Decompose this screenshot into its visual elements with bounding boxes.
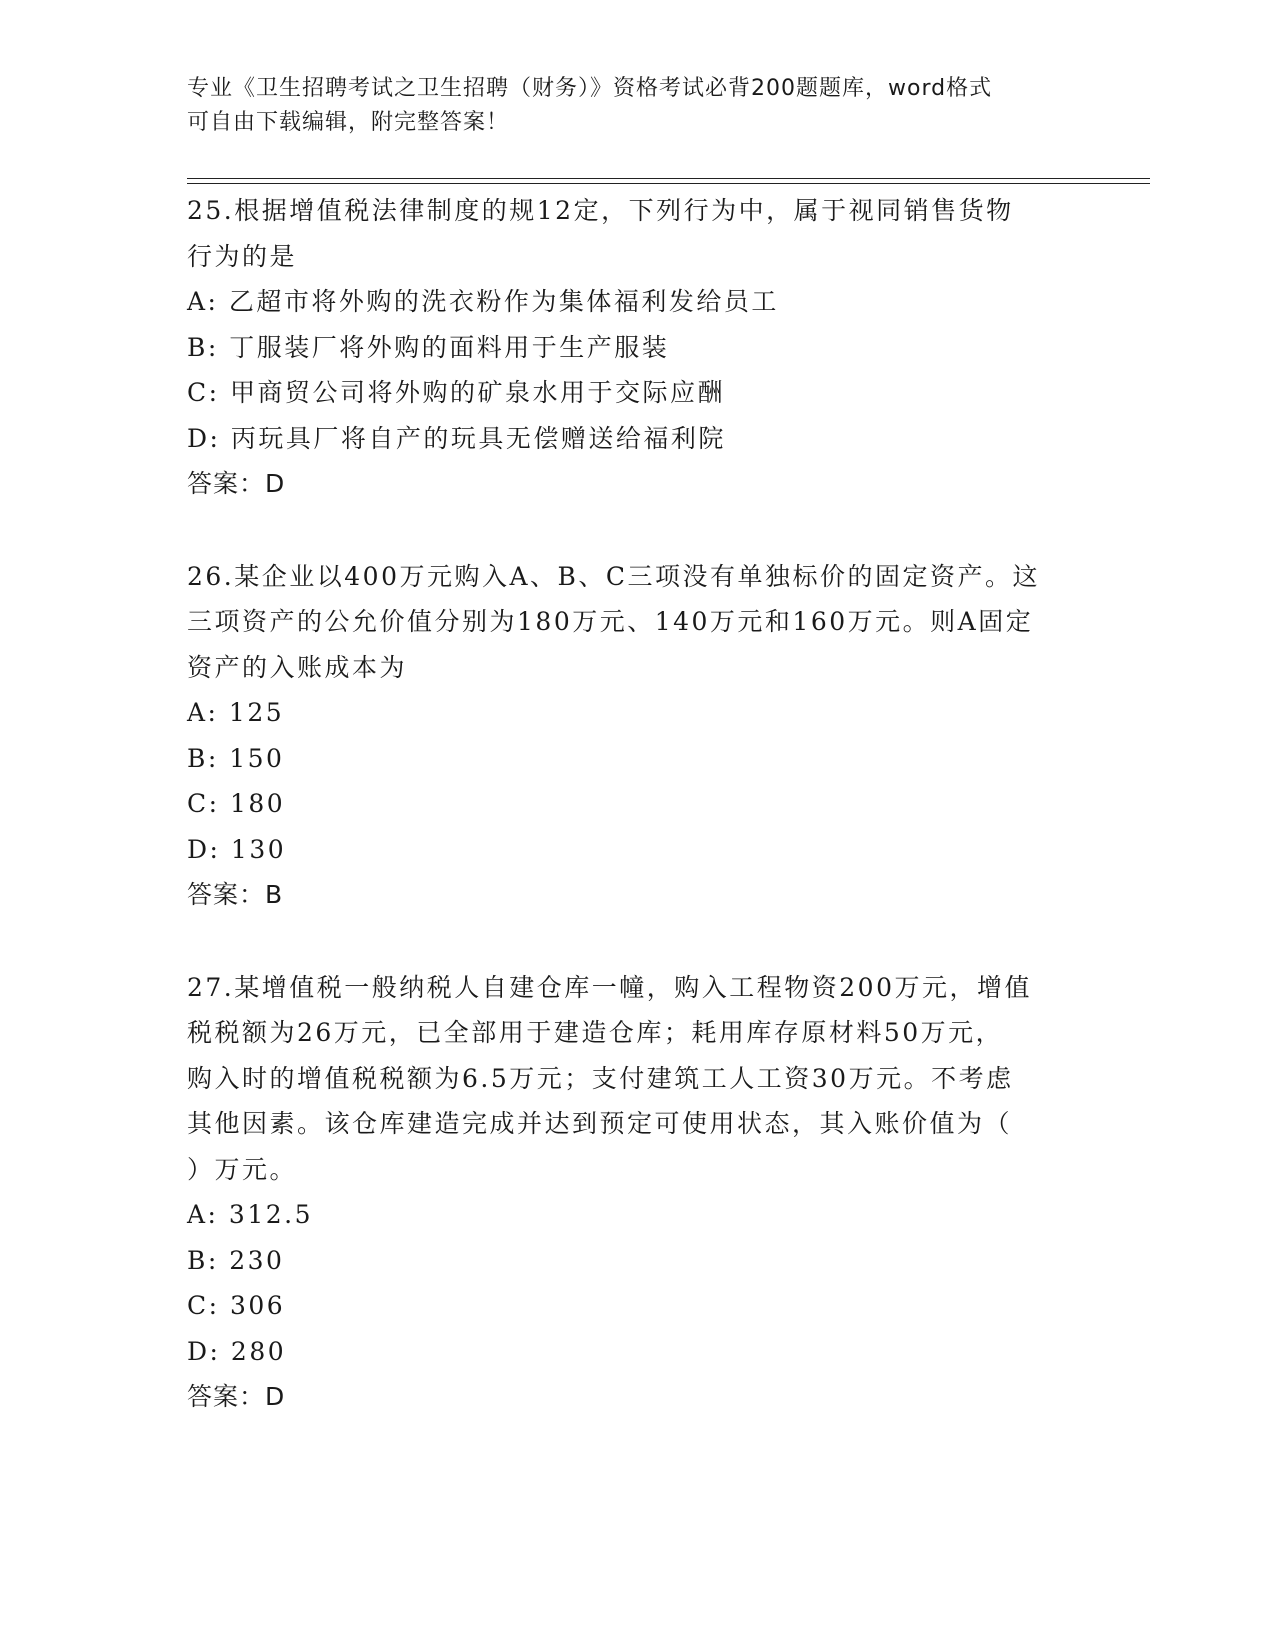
question-text: 购入时的增值税税额为6.5万元；支付建筑工人工资30万元。不考虑 [187, 1063, 1014, 1093]
question-25 [187, 188, 1087, 507]
question-text: 其他因素。该仓库建造完成并达到预定可使用状态，其入账价值为（ [187, 1109, 1013, 1138]
option-d: D: 280 [187, 1336, 287, 1366]
option-c: C: 180 [187, 789, 286, 818]
option-c: C: 甲商贸公司将外购的矿泉水用于交际应酬 [187, 378, 725, 407]
question-27 [187, 965, 1087, 1420]
question-text: 税税额为26万元，已全部用于建造仓库；耗用库存原材料50万元， [187, 1018, 1004, 1047]
option-c: C: 306 [187, 1291, 286, 1320]
option-d: D: 丙玩具厂将自产的玩具无偿赠送给福利院 [187, 423, 726, 453]
question-text: 资产的入账成本为 [187, 652, 408, 682]
question-list [187, 188, 1087, 1467]
header-divider-bottom [187, 183, 1150, 184]
header-line: 专业《卫生招聘考试之卫生招聘（财务）》资格考试必背200题题库，word格式 [187, 76, 993, 101]
option-b: B: 230 [187, 1245, 285, 1275]
option-a: A: 312.5 [187, 1200, 313, 1229]
option-b: B: 丁服装厂将外购的面料用于生产服装 [187, 332, 670, 362]
question-text: ）万元。 [187, 1154, 298, 1184]
header-line: 可自由下载编辑，附完整答案！ [187, 110, 510, 135]
document-header [187, 72, 1077, 140]
answer-label: 答案：B [187, 880, 284, 909]
question-text: 三项资产的公允价值分别为180万元、140万元和160万元。则A固定 [187, 607, 1034, 636]
question-text: 行为的是 [187, 241, 298, 271]
answer-label: 答案：D [187, 1382, 286, 1411]
question-text: 26.某企业以400万元购入A、B、C三项没有单独标价的固定资产。这 [187, 561, 1041, 591]
option-a: A: 125 [187, 698, 285, 727]
answer-label: 答案：D [187, 469, 286, 498]
option-a: A: 乙超市将外购的洗衣粉作为集体福利发给员工 [187, 287, 779, 316]
option-b: B: 150 [187, 743, 285, 773]
question-text: 25.根据增值税法律制度的规12定，下列行为中，属于视同销售货物 [187, 196, 1014, 225]
question-text: 27.某增值税一般纳税人自建仓库一幢，购入工程物资200万元，增值 [187, 972, 1032, 1002]
question-26 [187, 554, 1087, 918]
option-d: D: 130 [187, 834, 287, 864]
header-divider-top [187, 178, 1150, 179]
